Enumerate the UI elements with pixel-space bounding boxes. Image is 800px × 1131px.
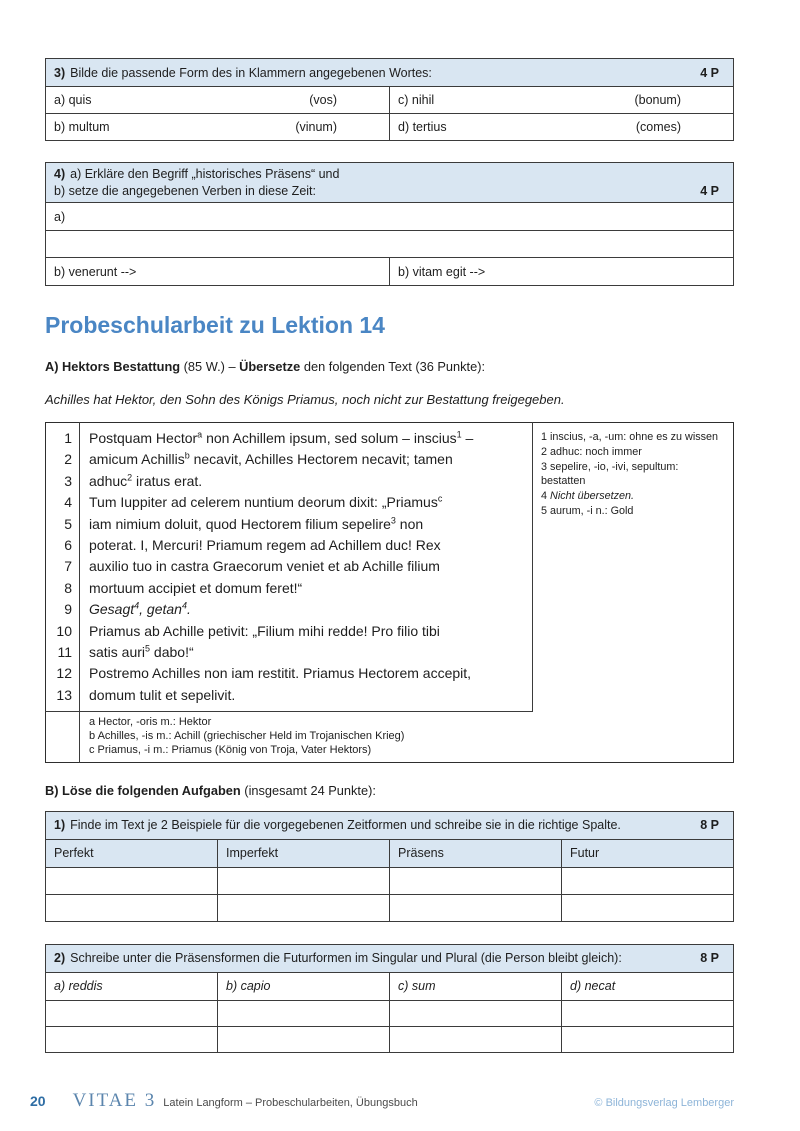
task4-table (45, 162, 734, 286)
task1-number: 1) (54, 818, 66, 833)
copyright: © Bildungsverlag Lemberger (594, 1097, 734, 1109)
answer-cell (390, 867, 562, 894)
part-a-mid: (85 W.) – (180, 359, 240, 374)
item-hint: (vinum) (295, 120, 337, 134)
answer-cell (390, 114, 734, 141)
part-a-bold1: A) Hektors Bestattung (45, 359, 181, 374)
answer-cell (46, 894, 218, 921)
reading-line: mortuum accipiet et domum feret!“ (89, 579, 303, 596)
item-hint: (comes) (635, 120, 681, 134)
part-b-bold: B) Löse die folgenden Aufgaben (45, 782, 241, 798)
task2-label-reddis: a) reddis (46, 972, 218, 1000)
line-number: 11 (57, 644, 72, 661)
brand-subtitle: Latein Langform – Probeschularbeiten, Übungsbuch (163, 1097, 418, 1109)
part-a-heading (45, 359, 734, 375)
footer (30, 1090, 734, 1112)
task1-points: 8 P (700, 818, 719, 833)
task2-title: Schreibe unter die Präsensformen die Futurformen im Singular und Plural (die Person bleibt gleich): (70, 951, 622, 966)
line-number: 9 (64, 601, 72, 618)
column-header-imperfekt: Imperfekt (218, 839, 390, 867)
task2-label-capio: b) capio (218, 972, 390, 1000)
brand-logo: VITAE 3 (72, 1090, 157, 1111)
line-number: 3 (64, 472, 72, 489)
item-label: c) nihil (398, 93, 435, 107)
answer-row-b-left: b) venerunt --> (46, 258, 390, 286)
reading-line: Postquam Hector$^a$ non Achillem ipsum, sed solum – inscius$^1$ – (89, 429, 474, 446)
answer-cell (218, 1000, 390, 1026)
task4-points: 4 P (700, 183, 719, 198)
intro-text: Achilles hat Hektor, den Sohn des Königs Priamus, noch nicht zur Bestattung freigegeben. (45, 392, 565, 407)
reading-line: poterat. I, Mercuri! Priamum regem ad Achillem duc! Rex (89, 537, 441, 554)
reading-line: Postremo Achilles non iam restitit. Priamus Hectorem accepit, (89, 665, 472, 682)
line-number: 7 (64, 558, 72, 575)
answer-row-a: a) (46, 203, 734, 231)
reading-line: satis auri$^5$ dabo!“ (89, 643, 194, 661)
answer-cell (390, 894, 562, 921)
answer-row-b-right: b) vitam egit --> (390, 258, 734, 286)
column-header-futur: Futur (562, 839, 734, 867)
task2-header (46, 944, 734, 972)
footnote-line: c Priamus, -i m.: Priamus (König von Troja, Vater Hektors) (89, 743, 372, 756)
task1-table (45, 811, 734, 922)
line-numbers-column (46, 423, 80, 712)
task4-title-line2: b) setze die angegebenen Verben in diese Zeit: (54, 183, 316, 198)
reading-line: domum tulit et sepelivit. (89, 686, 236, 703)
task2-label-necat: d) necat (562, 972, 734, 1000)
vocab-entry: 2 adhuc: noch immer (541, 445, 642, 458)
answer-cell (562, 1026, 734, 1052)
part-b-heading (45, 783, 734, 799)
part-a-bold2: Übersetze (239, 359, 301, 374)
footnote-number-cell (46, 712, 80, 762)
answer-cell (218, 1026, 390, 1052)
answer-cell (390, 87, 734, 114)
task3-title: Bilde die passende Form des in Klammern angegebenen Wortes: (70, 65, 432, 80)
line-number: 1 (64, 430, 72, 446)
vocab-column (533, 423, 734, 763)
answer-cell (46, 87, 390, 114)
answer-cell (562, 1000, 734, 1026)
line-number: 6 (64, 537, 72, 554)
reading-line: amicum Achillis$^b$ necavit, Achilles Hectorem necavit; tamen (89, 450, 453, 468)
answer-cell (390, 1026, 562, 1052)
answer-cell (218, 867, 390, 894)
footnotes (80, 712, 533, 762)
content (45, 58, 734, 1053)
task3-points: 4 P (700, 65, 719, 80)
vocab-entry: 5 aurum, -i n.: Gold (541, 504, 634, 517)
item-label: b) multum (54, 120, 110, 134)
task4-title-line1: a) Erkläre den Begriff „historisches Präsens“ und (70, 166, 340, 181)
part-b-rest: (insgesamt 24 Punkte): (240, 782, 376, 798)
line-number: 2 (64, 451, 72, 468)
reading-line: Priamus ab Achille petivit: „Filium mihi redde! Pro filio tibi (89, 622, 440, 639)
column-header-perfekt: Perfekt (46, 839, 218, 867)
task2-number: 2) (54, 951, 66, 966)
line-number: 8 (64, 579, 72, 596)
answer-cell (218, 894, 390, 921)
item-label: d) tertius (398, 120, 447, 134)
vocab-entry: 1 inscius, -a, -um: ohne es zu wissen (541, 431, 719, 443)
answer-cell (390, 1000, 562, 1026)
reading-line: auxilio tuo in castra Graecorum veniet et ab Achille filium (89, 558, 440, 575)
task2-points: 8 P (700, 951, 719, 966)
reading-line: adhuc$^2$ iratus erat. (89, 472, 203, 489)
part-a-rest: den folgenden Text (36 Punkte): (300, 359, 486, 374)
page-title: Probeschularbeit zu Lektion 14 (45, 312, 385, 338)
task4-number: 4) (54, 166, 66, 181)
reading-text-column (80, 423, 533, 712)
page-number: 20 (30, 1093, 46, 1109)
vocab-entry: 4 Nicht übersetzen. (541, 490, 635, 503)
line-number: 13 (56, 686, 72, 703)
answer-cell (562, 894, 734, 921)
answer-row-empty (46, 231, 734, 258)
answer-cell (46, 1026, 218, 1052)
answer-cell (562, 867, 734, 894)
column-header-praesens: Präsens (390, 839, 562, 867)
line-number: 5 (64, 515, 72, 532)
task3-table (45, 58, 734, 141)
reading-table (45, 422, 734, 763)
reading-line: Gesagt$^4$, getan$^4$. (89, 600, 191, 618)
answer-cell (46, 1000, 218, 1026)
item-hint: (bonum) (634, 93, 681, 107)
line-number: 4 (64, 494, 72, 511)
line-number: 10 (56, 622, 72, 639)
reading-line: iam nimium doluit, quod Hectorem filium sepelire$^3$ non (89, 514, 424, 532)
task3-header (46, 59, 734, 87)
footnote-line: a Hector, -oris m.: Hektor (89, 716, 212, 729)
footnote-line: b Achilles, -is m.: Achill (griechischer Held im Trojanischen Krieg) (89, 730, 405, 743)
task3-number: 3) (54, 65, 66, 80)
vocab-entry: 3 sepelire, -io, -ivi, sepultum: bestatten (541, 460, 679, 488)
line-number: 12 (56, 665, 72, 682)
task2-table (45, 944, 734, 1053)
task1-header (46, 811, 734, 839)
item-label: a) quis (54, 93, 92, 107)
reading-line: Tum Iuppiter ad celerem nuntium deorum dixit: „Priamus$^c$ (89, 493, 443, 511)
answer-cell (46, 867, 218, 894)
task2-label-sum: c) sum (390, 972, 562, 1000)
task4-header (46, 163, 734, 203)
task1-title: Finde im Text je 2 Beispiele für die vorgegebenen Zeitformen und schreibe sie in die richtige Spalte. (70, 818, 621, 833)
item-hint: (vos) (309, 93, 337, 107)
answer-cell (46, 114, 390, 141)
